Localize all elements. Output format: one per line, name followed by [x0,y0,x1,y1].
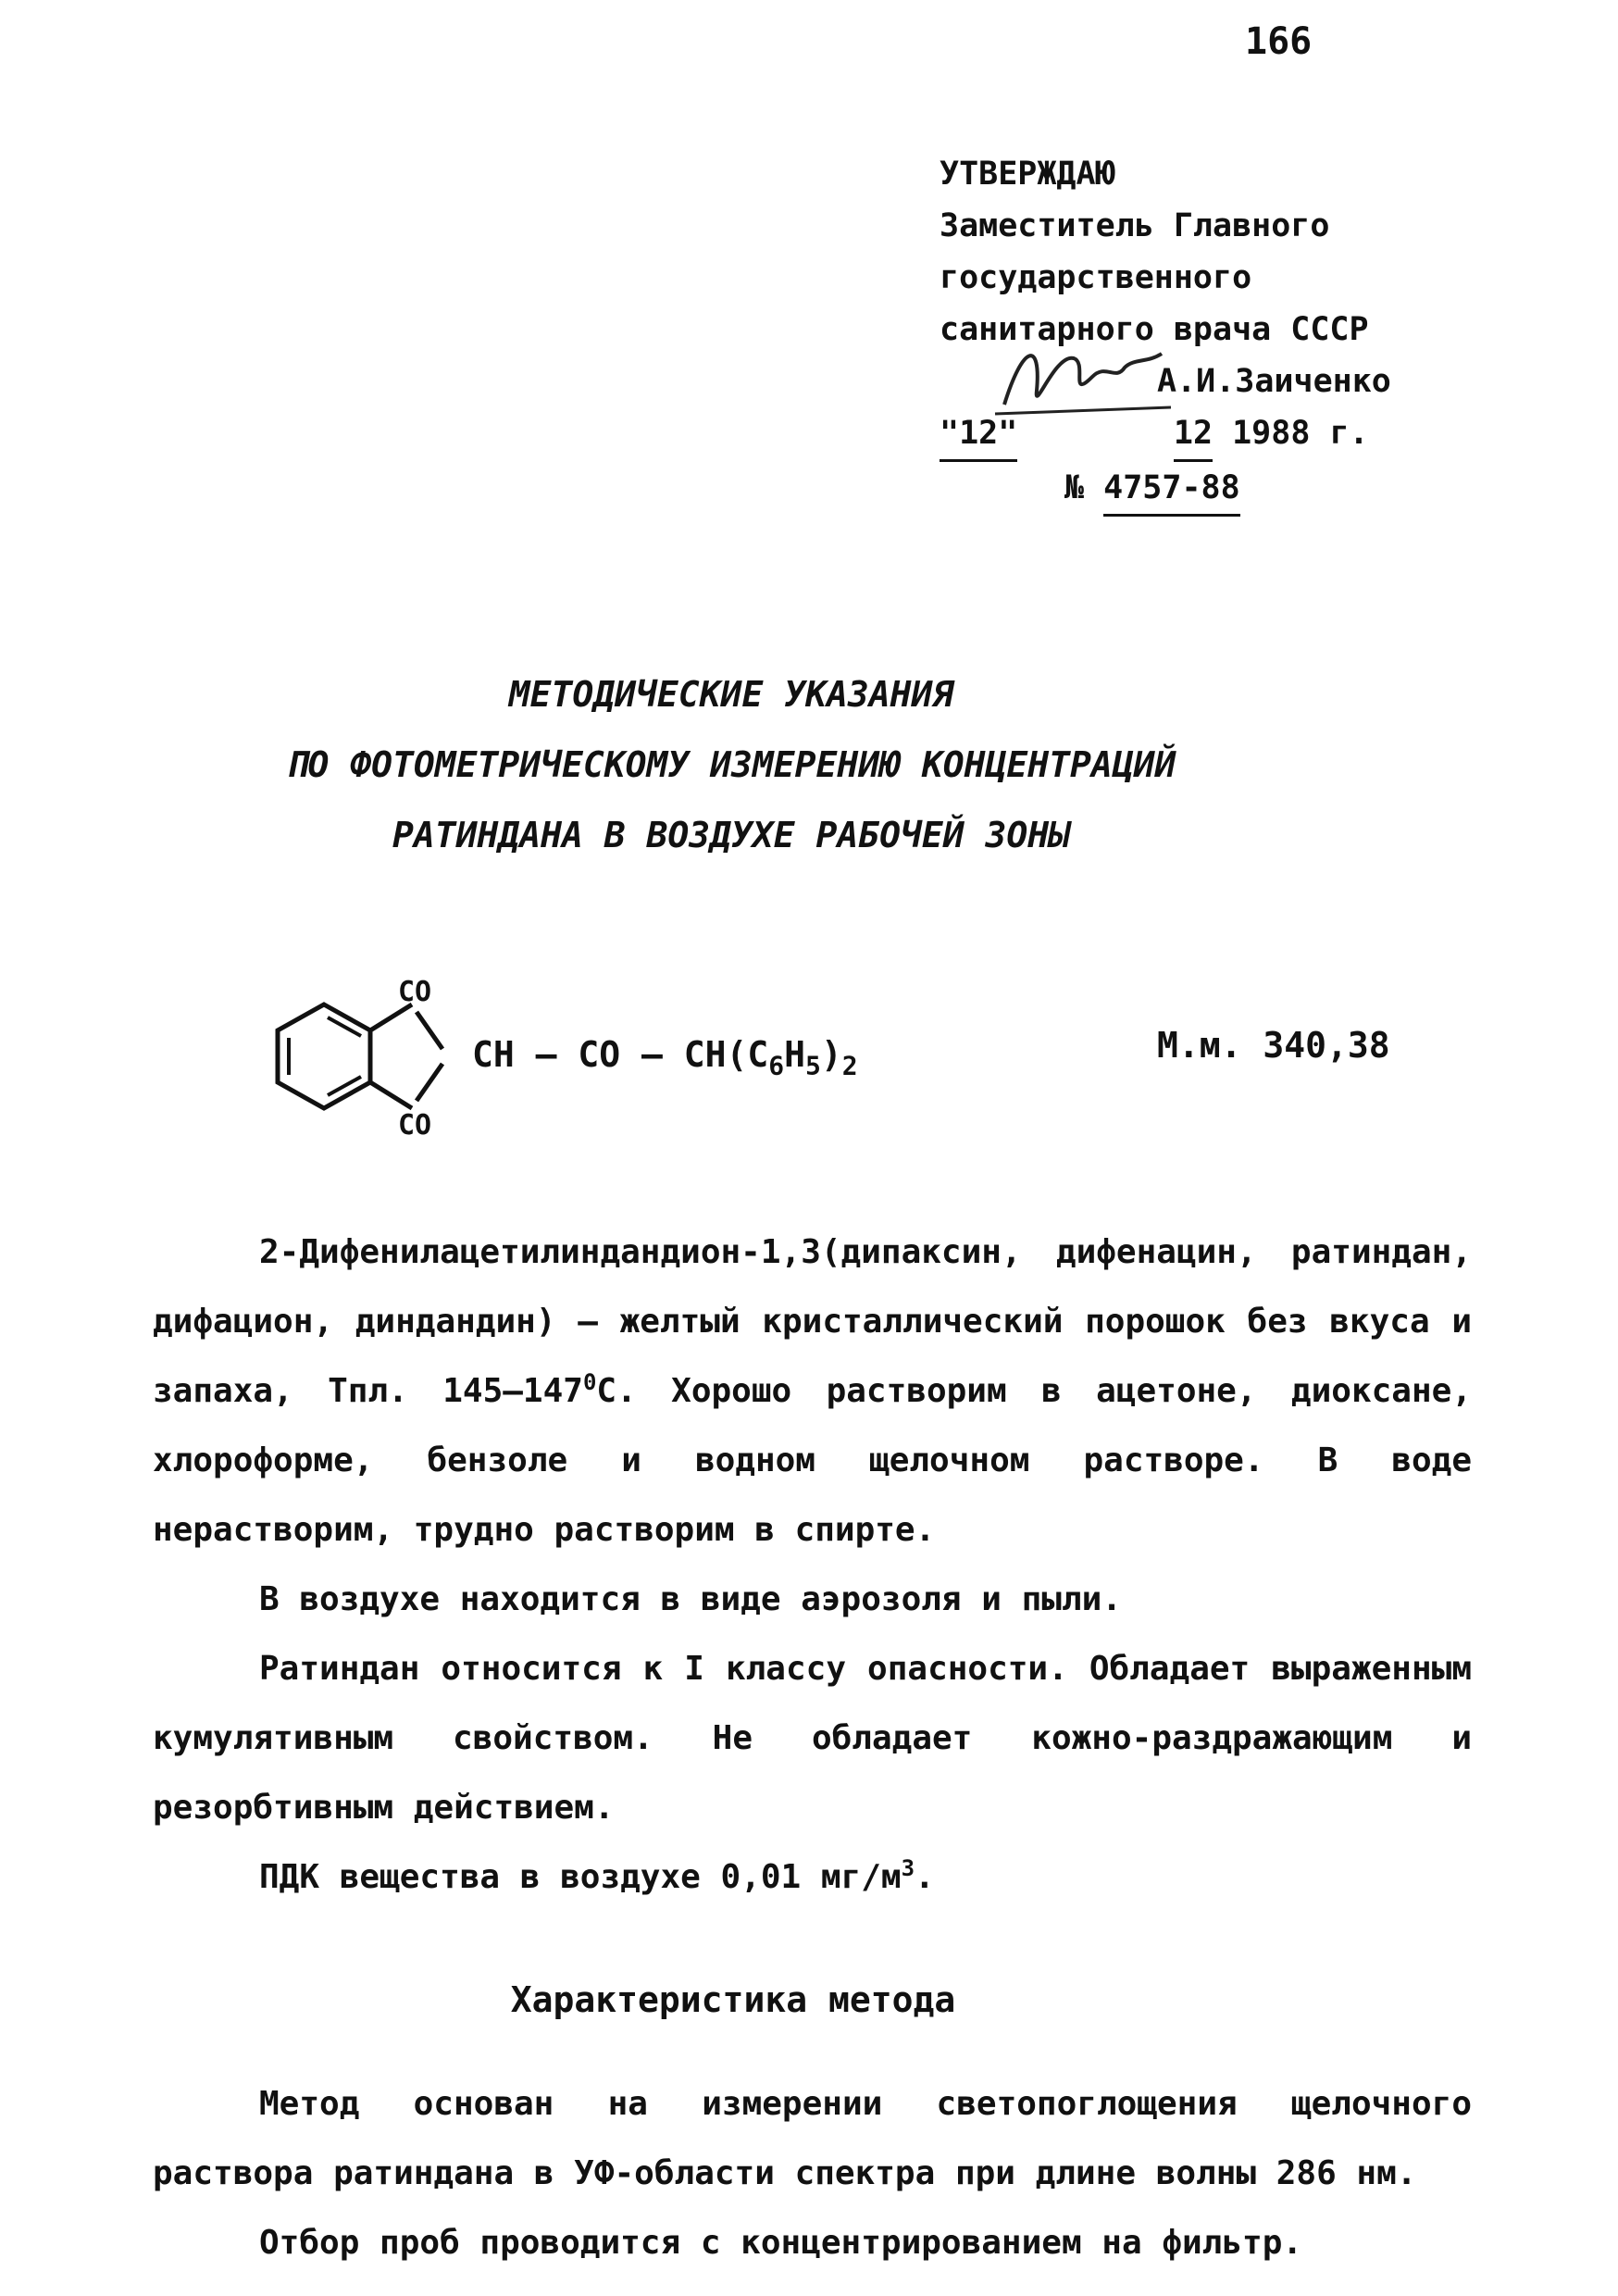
approval-date-suffix: г. [1329,415,1369,452]
approval-number-value: 4757-88 [1103,462,1240,517]
paragraph-mac-text: ПДК вещества в воздухе 0,01 мг/м [259,1858,902,1896]
formula-close: ) [820,1034,842,1075]
indandione-ring-diagram [259,967,481,1143]
approval-date-month: 12 [1174,407,1213,462]
title-line3: РАТИНДАНА В ВОЗДУХЕ РАБОЧЕЙ ЗОНЫ [392,815,1071,855]
paragraph-hazard: Ратиндан относится к I классу опасности. Обладает выраженным кумулятивным свойством. Не обладает кожно-раздражающим и резорбтивным действием. [153,1650,1472,1827]
paragraph-mac-end: . [915,1858,935,1896]
formula-chain [472,1034,858,1081]
formula-h: H [784,1034,806,1075]
paragraph-properties [153,1217,1472,1565]
mw-value: 340,38 [1263,1025,1390,1066]
formula-chain-pre: CH – CO – CH(C [472,1034,769,1075]
approval-position-line2: государственного [940,259,1252,296]
signature-scribble [986,326,1171,428]
molecular-weight [1157,1025,1390,1066]
structural-formula [259,967,1509,1143]
formula-sub-2: 2 [841,1050,858,1081]
ring-bond-top [370,1004,412,1030]
approval-date-day: "12" [940,407,1017,462]
formula-sub-6: 6 [768,1050,785,1081]
mw-label: М.м. [1157,1025,1242,1066]
formula-sub-5: 5 [805,1050,821,1081]
co-top-label: CO [398,976,432,1008]
degree-sup: 0 [582,1369,597,1395]
benzene-ring [278,1004,370,1108]
approval-position-line3: санитарного врача СССР [940,311,1369,348]
title-line1: МЕТОДИЧЕСКИЕ УКАЗАНИЯ [508,674,954,715]
cubic-sup: 3 [901,1855,915,1881]
ring-bond-bottom [370,1082,412,1108]
title-line2: ПО ФОТОМЕТРИЧЕСКОМУ ИЗМЕРЕНИЮ КОНЦЕНТРАЦИЙ [286,744,1176,785]
approval-heading: УТВЕРЖДАЮ [940,156,1115,193]
paragraph-properties-end: С. Хорошо растворим в ацетоне, диоксане, хлороформе, бензоле и водном щелочном растворе. В воде нерастворим, трудно растворим в спирте. [153,1372,1472,1549]
description-block [153,1217,1472,1912]
co-bottom-label: CO [398,1109,432,1142]
paragraph-aerosol: В воздухе находится в виде аэрозоля и пыли. [259,1580,1122,1618]
approval-date-year: 1988 [1232,415,1311,452]
method-block [153,2069,1472,2277]
approval-number-prefix: № [1064,469,1085,506]
paragraph-mac [153,1842,1472,1912]
approval-position-line1: Заместитель Главного [940,207,1330,244]
approval-name: А.И.Заиченко [1157,363,1391,400]
paragraph-properties-text: 2-Дифенилацетилиндандион-1,3(дипаксин, дифенацин, ратиндан, дифацион, диндандин) – желтый кристаллический порошок без вкуса и запаха, Тпл. 145–147 [153,1233,1472,1410]
paragraph-sampling: Отбор проб проводится с концентрированием на фильтр. [259,2224,1303,2262]
document-title [0,659,1462,870]
ring-bond-bottom-ch [417,1064,442,1101]
ring-bond-top-ch [417,1012,442,1049]
paragraph-method: Метод основан на измерении светопоглощения щелочного раствора ратиндана в УФ-области спектра при длине волны 286 нм. [153,2085,1472,2192]
section-heading: Характеристика метода [510,1979,956,2020]
page-number: 166 [1245,20,1313,63]
approval-number [940,462,1391,517]
